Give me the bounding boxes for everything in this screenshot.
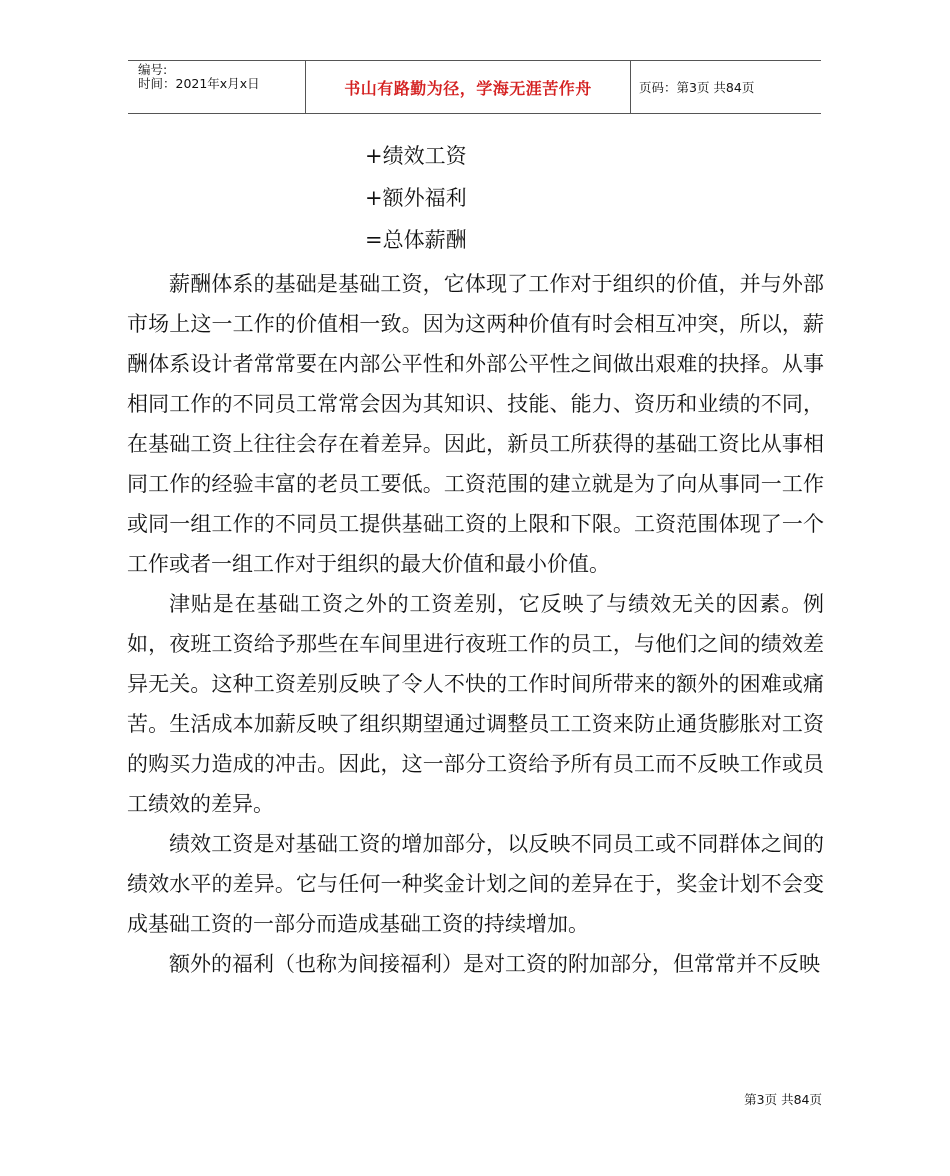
document-number-label: 编号: — [138, 62, 168, 77]
body-text — [127, 264, 824, 984]
page-footer-number: 第3页 共84页 — [744, 1092, 822, 1107]
paragraph-performance-pay: 绩效工资是对基础工资的增加部分，以反映不同员工或不同群体之间的绩效水平的差异。它与任何一种奖金计划之间的差异在于，奖金计划不会变成基础工资的一部分而造成基础工资的持续增加。 — [127, 832, 824, 936]
document-time-label: 时间：2021年x月x日 — [138, 76, 260, 91]
formula-line-total-compensation: =总体薪酬 — [365, 228, 467, 252]
formula-line-performance-pay: +绩效工资 — [365, 144, 467, 168]
paragraph-extra-benefits: 额外的福利（也称为间接福利）是对工资的附加部分，但常常并不反映 — [169, 952, 820, 976]
header-info-cell — [128, 61, 306, 113]
header-page-number: 页码：第3页 共84页 — [639, 80, 755, 95]
paragraph-base-pay: 薪酬体系的基础是基础工资，它体现了工作对于组织的价值，并与外部市场上这一工作的价值相一致。因为这两种价值有时会相互冲突，所以，薪酬体系设计者常常要在内部公平性和外部公平性之间做出艰难的抉择。从事相同工作的不同员工常常会因为其知识、技能、能力、资历和业绩的不同，在基础工资上往往会存在着差异。因此，新员工所获得的基础工资比从事相同工作的经验丰富的老员工要低。工资范围的建立就是为了向从事同一工作或同一组工作的不同员工提供基础工资的上限和下限。工资范围体现了一个工作或者一组工作对于组织的最大价值和最小价值。 — [127, 272, 824, 576]
header-motto: 书山有路勤为径，学海无涯苦作舟 — [306, 61, 631, 113]
paragraph-allowance: 津贴是在基础工资之外的工资差别，它反映了与绩效无关的因素。例如，夜班工资给予那些在车间里进行夜班工作的员工，与他们之间的绩效差异无关。这种工资差别反映了令人不快的工作时间所带来的额外的困难或痛苦。生活成本加薪反映了组织期望通过调整员工工资来防止通货膨胀对工资的购买力造成的冲击。因此，这一部分工资给予所有员工而不反映工作或员工绩效的差异。 — [127, 592, 824, 816]
formula-line-extra-benefits: +额外福利 — [365, 186, 467, 210]
page-header — [128, 60, 821, 114]
